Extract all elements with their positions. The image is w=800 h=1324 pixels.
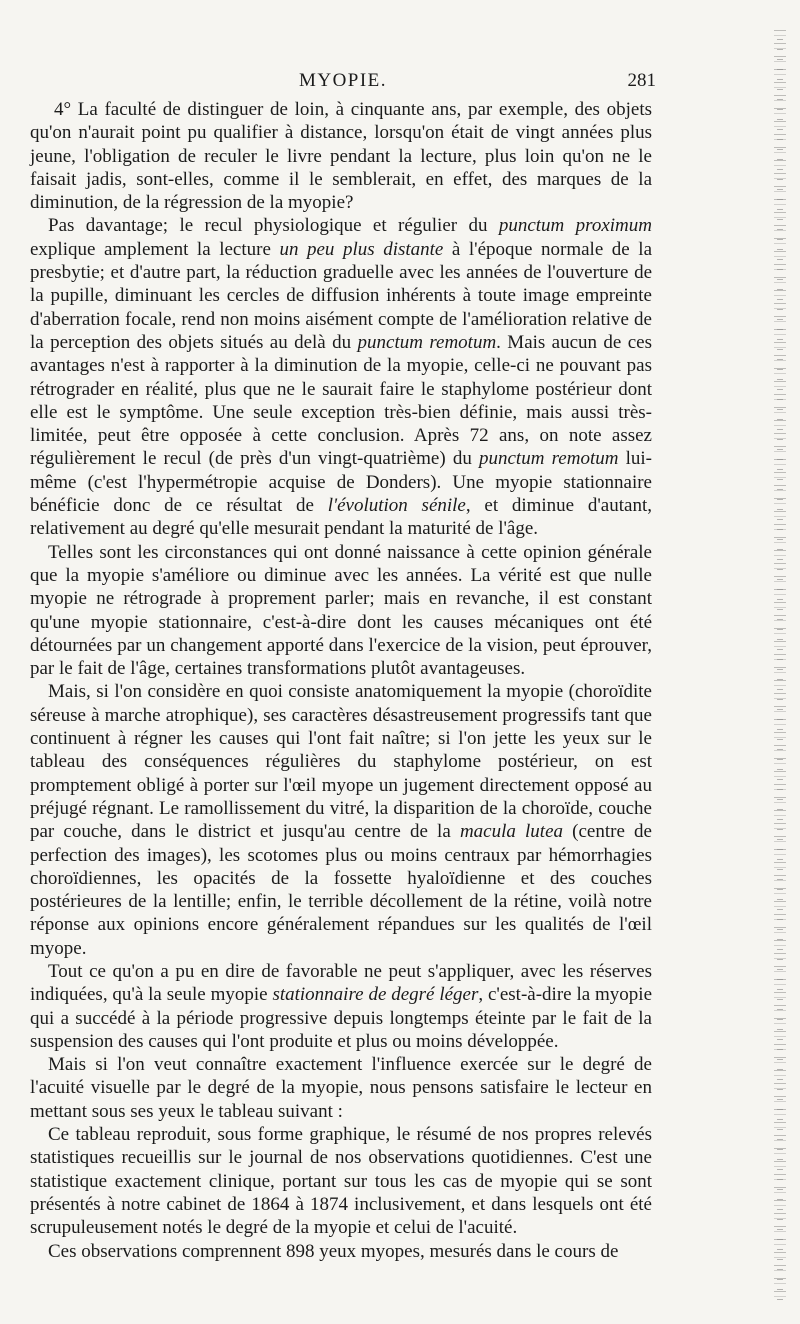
text-run: Mais si l'on veut connaître exactement l'influence exercée sur le degré de l'acuité visuelle par le degré de la myopie, nous pensons satisfaire le lecteur en mettant sous ses yeux le tableau suivant : xyxy=(30,1054,652,1122)
italic-text: punctum remotum xyxy=(357,331,497,353)
running-head xyxy=(30,70,656,98)
text-run: , et diminue d'autant, relativement au degré qu'elle mesurait pendant la maturité de l'âge. xyxy=(30,495,652,540)
paragraph xyxy=(30,98,652,214)
text-run: , c'est-à-dire la myopie qui a succédé à la période progressive depuis longtemps éteinte par le fait de la suspension des causes qui l'ont produite et plus ou moins développée. xyxy=(30,984,652,1052)
paragraph xyxy=(30,680,652,960)
paragraph xyxy=(30,214,652,540)
text-run: Ce tableau reproduit, sous forme graphique, le résumé de nos propres relevés statistiques recueillis sur le journal de nos observations quotidiennes. C'est une statistique exactement clinique, portant sur tous les cas de myopie qui se sont présentés à notre cabinet de 1864 à 1874 inclusivement, et dans lesquels ont été scrupuleusement notés le degré de la myopie et celui de l'acuité. xyxy=(30,1124,652,1239)
scan-edge-marks xyxy=(774,30,786,1300)
paragraph xyxy=(30,1123,652,1239)
text-run: Ces observations comprennent 898 yeux myopes, mesurés dans le cours de xyxy=(48,1240,619,1262)
text-run: . Mais aucun de ces avantages n'est à rapporter à la diminution de la myopie, celle-ci ne pouvant pas rétrograder en réalité, plus que ne le saurait faire le staphylome postérieur dont elle est le symptôme. Une seule exception très-bien définie, mais aussi très-limitée, peut être opposée à cette conclusion. Après 72 ans, on note assez régulièrement le recul (de près d'un vingt-quatrième) du xyxy=(30,331,653,470)
text-run: Pas davantage; le recul physiologique et régulier du xyxy=(48,215,499,237)
text-run: Telles sont les circonstances qui ont donné naissance à cette opinion générale que la myopie s'améliore ou diminue avec les années. La vérité est que nulle myopie ne rétrograde à proprement parler; mais en revanche, il est constant qu'une myopie stationnaire, c'est-à-dire dont les causes mécaniques ont été détournées par un changement apporté dans l'exercice de la vision, peut éprouver, par le fait de l'âge, certaines transformations plutôt avantageuses. xyxy=(30,541,652,680)
paragraph xyxy=(30,1240,652,1263)
text-run: (centre de perfection des images), les scotomes plus ou moins centraux par hémorrhagies choroïdiennes, les opacités de la fossette hyaloïdienne et des couches postérieures de la lentille; enfin, le terrible décollement de la rétine, voilà notre réponse aux opinions encore généralement répandues sur les qualités de l'œil myope. xyxy=(30,821,652,959)
text-run: Mais, si l'on considère en quoi consiste anatomiquement la myopie (choroïdite séreuse à marche atrophique), ses caractères désastreusement progressifs tant que continuent à régner les causes qui l'ont fait naître; si l'on jette les yeux sur le tableau des conséquences régulières du staphylome postérieur, on est promptement obligé à porter sur l'œil myope un jugement directement opposé au préjugé régnant. Le ramollissement du vitré, la disparition de la choroïde, couche par couche, dans le district et jusqu'au centre de la xyxy=(30,681,652,843)
paragraph xyxy=(30,960,652,1053)
italic-text: l'évolution sénile xyxy=(327,495,466,517)
body-text xyxy=(30,98,652,1263)
paragraph xyxy=(30,541,652,681)
text-run: lui-même (c'est l'hypermétropie acquise de Donders). Une myopie stationnaire bénéficie donc de ce résultat de xyxy=(30,448,653,517)
text-run: 4° La faculté de distinguer de loin, à cinquante ans, par exemple, des objets qu'on n'aurait point pu qualifier à distance, lorsqu'on était de vingt années plus jeune, l'obligation de reculer le livre pendant la lecture, plus loin qu'on ne le faisait jadis, sont-elles, comme il le semblerait, en effet, des marques de la diminution, de la régression de la myopie? xyxy=(30,99,652,214)
paragraph xyxy=(30,1053,652,1123)
running-title: MYOPIE. xyxy=(298,70,388,91)
italic-text: macula lutea xyxy=(459,821,564,843)
italic-text: un peu plus distante xyxy=(279,238,444,260)
page-number: 281 xyxy=(627,70,656,91)
italic-text: stationnaire de degré léger xyxy=(272,984,479,1006)
text-run: à l'époque normale de la presbytie; et d'autre part, la réduction graduelle avec les années de l'ouverture de la pupille, diminuant les cercles de diffusion inhérents à toute image empreinte d'aberration focale, rend non moins aisément compte de l'amélioration relative de la perception des objets situés au delà du xyxy=(30,238,652,353)
italic-text: punctum proximum xyxy=(498,215,652,237)
italic-text: punctum remotum xyxy=(479,448,619,470)
text-run: Tout ce qu'on a pu en dire de favorable ne peut s'appliquer, avec les réserves indiquées, qu'à la seule myopie xyxy=(30,960,652,1006)
text-run: explique amplement la lecture xyxy=(30,238,280,260)
